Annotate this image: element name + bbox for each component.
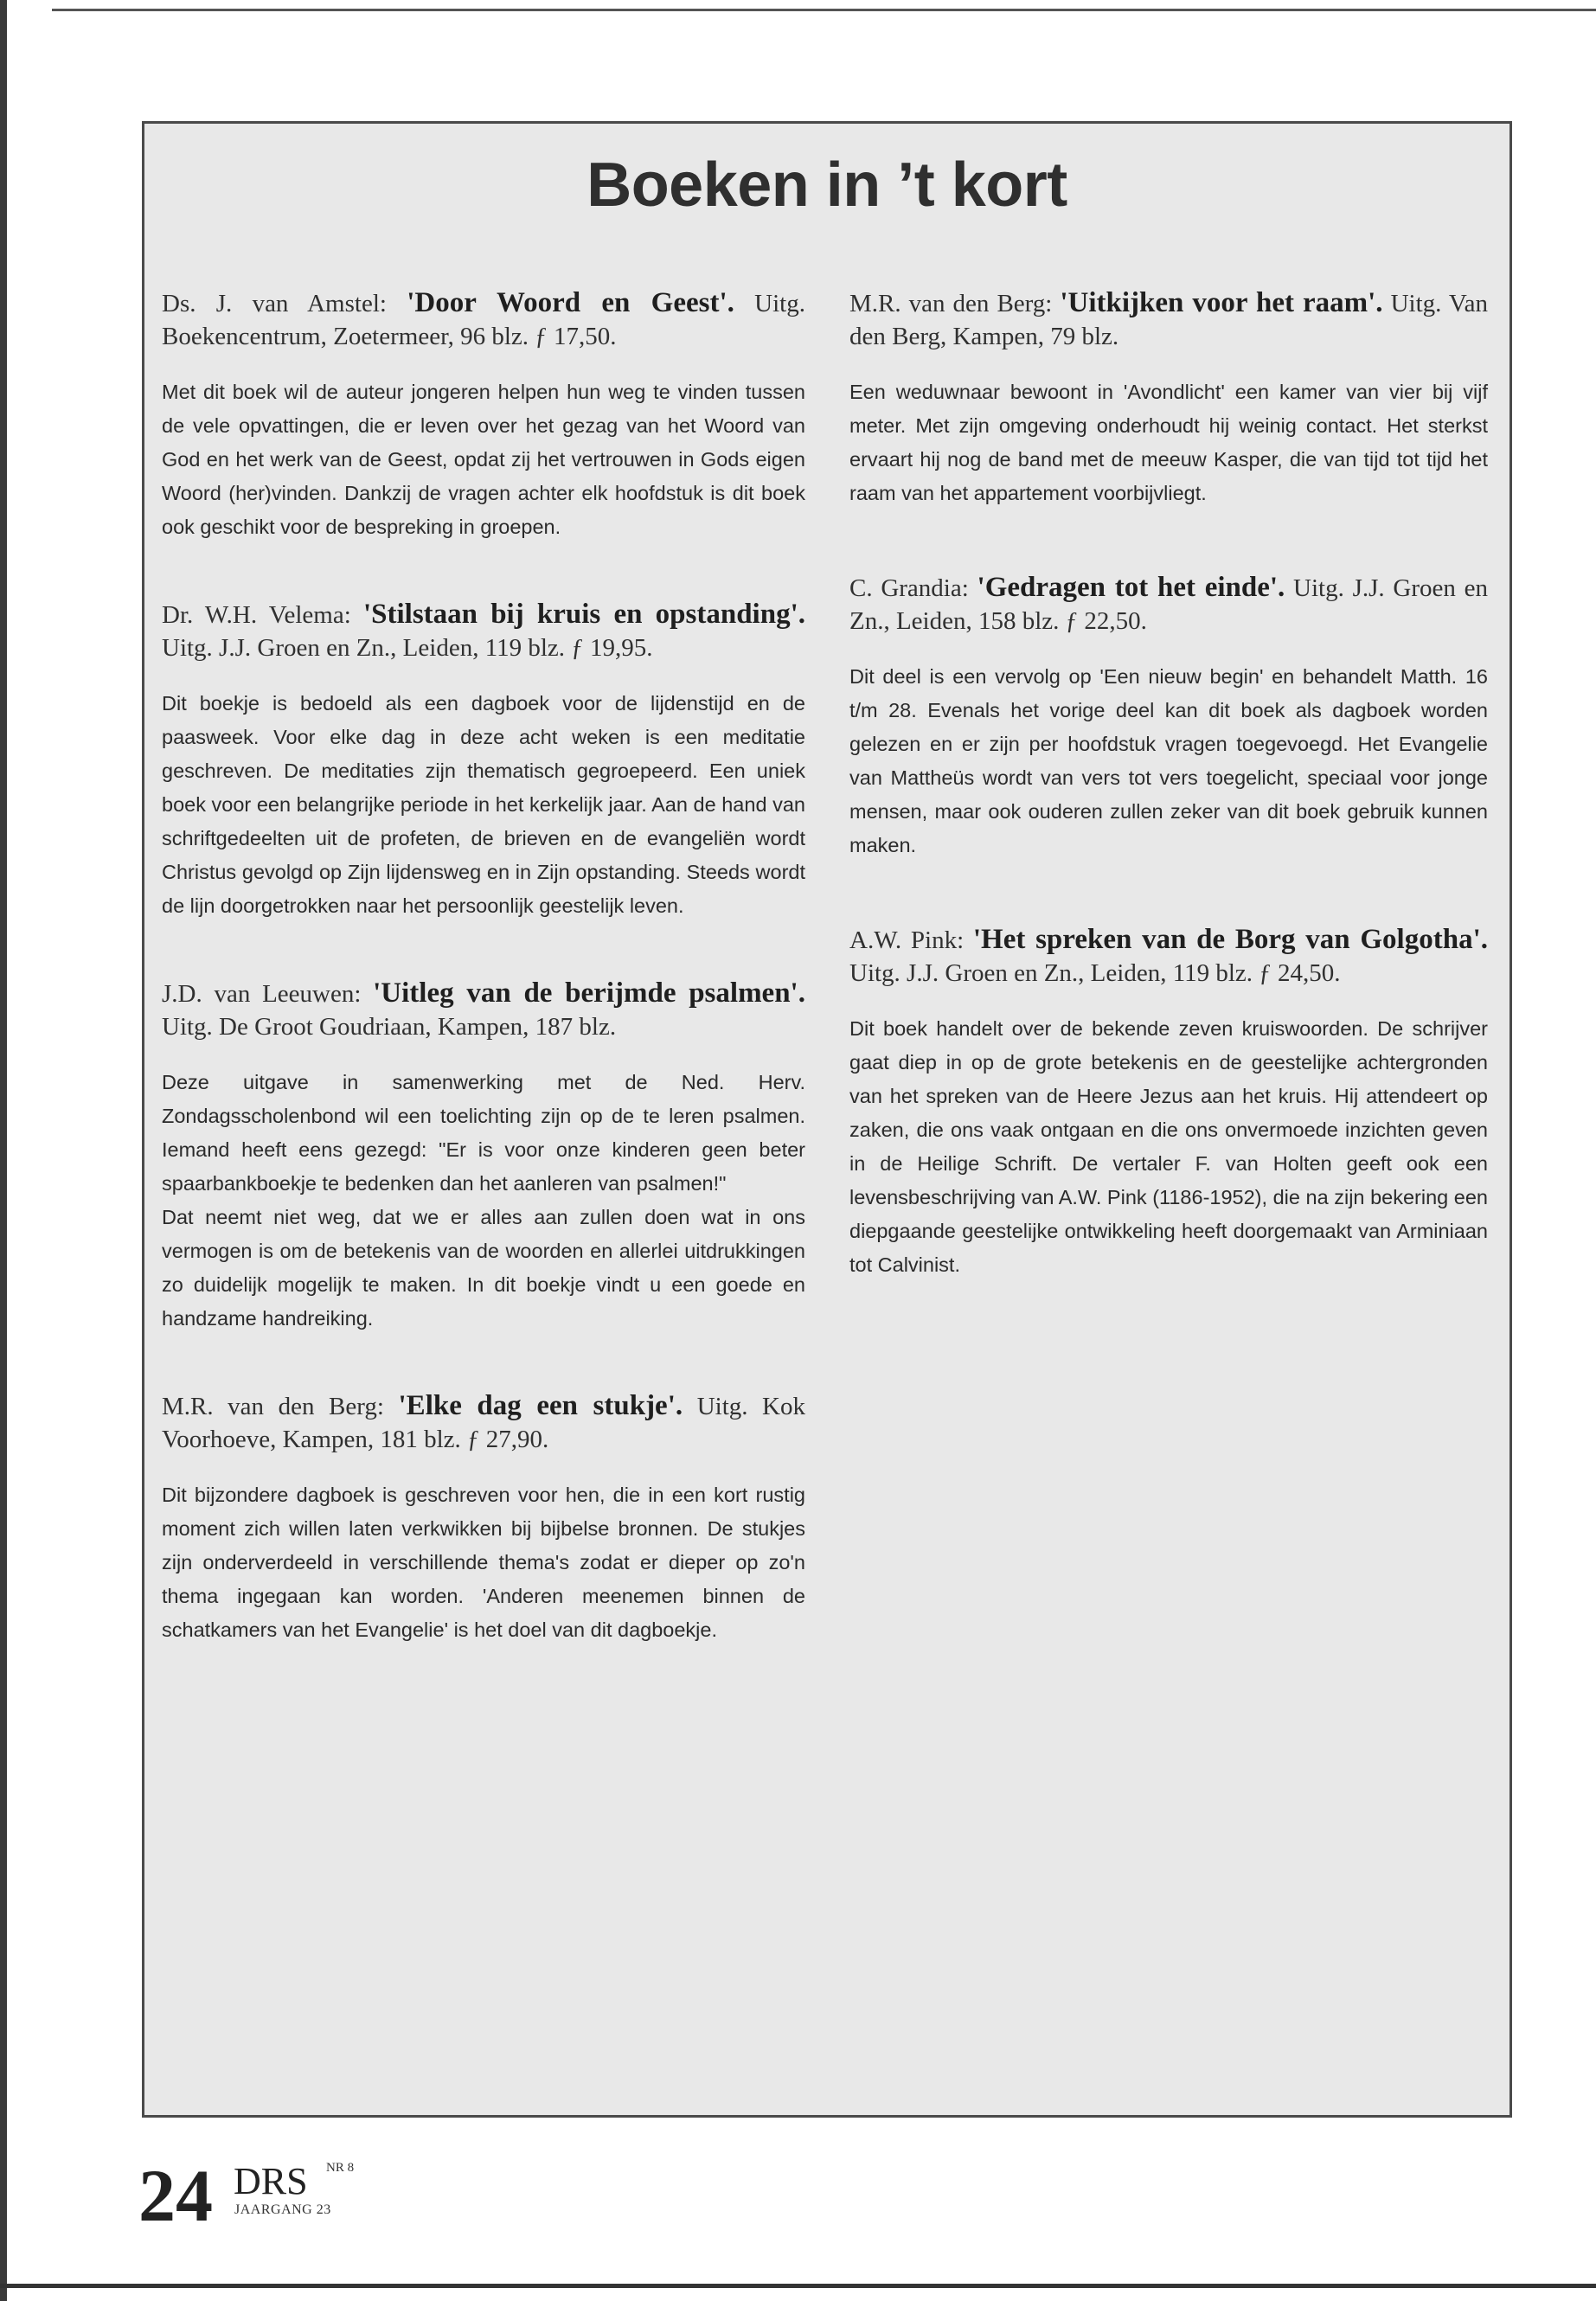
review-entry (849, 286, 1488, 510)
review-publisher: Uitg. Van den Berg, Kampen, 79 blz. (849, 290, 1488, 350)
review-author: C. Grandia: (849, 574, 977, 602)
page-edge-left (0, 0, 7, 2301)
review-entry (849, 923, 1488, 1282)
review-heading (849, 923, 1488, 990)
review-book-title: 'Uitleg van de berijmde psalmen'. (373, 977, 805, 1009)
left-column (162, 286, 805, 1647)
review-text: Dit deel is een vervolg op 'Een nieuw begin' en behandelt Matth. 16 t/m 28. Evenals het vorige deel kan dit boek als dagboek worden gelezen en er zijn per hoofdstuk vragen toegevoegd. Het Evangelie van Mattheüs wordt van vers tot vers toegelicht, speciaal voor jonge mensen, maar ook ouderen zullen zeker van dit boek gebruik kunnen maken. (849, 665, 1488, 856)
review-heading (162, 977, 805, 1043)
right-column (849, 286, 1488, 1282)
book-reviews-panel (142, 121, 1512, 2118)
page-edge-top (52, 9, 1596, 11)
review-text: Een weduwnaar bewoont in 'Avondlicht' een kamer van vier bij vijf meter. Met zijn omgeving onderhoudt hij weinig contact. Het sterkst ervaart hij nog de band met de meeuw Kasper, die van tijd tot tijd het raam van het appartement voorbijvliegt. (849, 381, 1488, 504)
review-book-title: 'Het spreken van de Borg van Golgotha'. (972, 924, 1488, 955)
review-heading (162, 1389, 805, 1456)
review-author: A.W. Pink: (849, 926, 973, 954)
review-text-continued: Dat neemt niet weg, dat we er alles aan zullen doen wat in ons vermogen is om de betekenis van de woorden en allerlei uitdrukkingen zo duidelijk mogelijk te maken. In dit boekje vindt u een goede en handzame handreiking. (162, 1206, 805, 1330)
page-number: 24 (138, 2154, 213, 2237)
review-entry (162, 977, 805, 1336)
review-author: M.R. van den Berg: (849, 290, 1061, 317)
review-heading (162, 286, 805, 353)
review-publisher: Uitg. De Groot Goudriaan, Kampen, 187 blz. (162, 1013, 617, 1041)
review-heading (849, 286, 1488, 353)
review-author: Ds. J. van Amstel: (162, 290, 407, 317)
review-text: Deze uitgave in samenwerking met de Ned. Herv. Zondagsscholenbond wil een toelichting zijn op de te leren psalmen. Iemand heeft eens gezegd: "Er is voor onze kinderen geen beter spaarbankboekje te bedenken dan het aanleren van psalmen!" (162, 1071, 805, 1195)
page-title: Boeken in ’t kort (586, 151, 1067, 220)
review-publisher: Uitg. Boekencentrum, Zoetermeer, 96 blz. ƒ 17,50. (162, 290, 805, 350)
review-heading (162, 598, 805, 664)
volume-label: JAARGANG 23 (234, 2202, 331, 2217)
review-book-title: 'Door Woord en Geest'. (407, 287, 734, 318)
review-publisher: Uitg. J.J. Groen en Zn., Leiden, 119 blz. ƒ 24,50. (849, 959, 1341, 987)
review-book-title: 'Elke dag een stukje'. (398, 1390, 683, 1421)
review-publisher: Uitg. J.J. Groen en Zn., Leiden, 158 blz. ƒ 22,50. (849, 574, 1488, 635)
review-entry (162, 286, 805, 544)
review-book-title: 'Gedragen tot het einde'. (977, 572, 1285, 603)
review-author: J.D. van Leeuwen: (162, 980, 374, 1008)
review-entry (849, 571, 1488, 862)
review-text: Met dit boek wil de auteur jongeren helpen hun weg te vinden tussen de vele opvattingen, die er leven over het gezag van het Woord van God en het werk van de Geest, opdat zij het vertrouwen in Gods eigen Woord (her)vinden. Dankzij de vragen achter elk hoofdstuk is dit boek ook geschikt voor de bespreking in groepen. (162, 381, 805, 538)
review-entry (162, 598, 805, 923)
review-publisher: Uitg. Kok Voorhoeve, Kampen, 181 blz. ƒ 27,90. (162, 1393, 806, 1453)
review-publisher: Uitg. J.J. Groen en Zn., Leiden, 119 blz. ƒ 19,95. (162, 634, 653, 662)
review-author: Dr. W.H. Velema: (162, 601, 363, 629)
review-heading (849, 571, 1488, 638)
review-text: Dit boek handelt over de bekende zeven kruiswoorden. De schrijver gaat diep in op de grote betekenis en de geestelijke achtergronden van het spreken van de Heere Jezus aan het kruis. Hij attendeert op zaken, die ons vaak ontgaan en die ons onvermoede inzichten geven in de Heilige Schrift. De vertaler F. van Holten geeft ook een levensbeschrijving van A.W. Pink (1186-1952), die na zijn bekering een diepgaande geestelijke ontwikkeling heeft doorgemaakt van Arminiaan tot Calvinist. (849, 1017, 1488, 1276)
page-edge-bottom (0, 2284, 1596, 2288)
review-text: Dit bijzondere dagboek is geschreven voor hen, die in een kort rustig moment zich willen laten verkwikken bij bijbelse bronnen. De stukjes zijn onderverdeeld in verschillende thema's zodat er dieper op zo'n thema ingegaan kan worden. 'Anderen meenemen binnen de schatkamers van het Evangelie' is het doel van dit dagboekje. (162, 1484, 805, 1641)
review-book-title: 'Stilstaan bij kruis en opstanding'. (362, 599, 805, 630)
review-author: M.R. van den Berg: (162, 1393, 399, 1420)
magazine-name: DRS (234, 2160, 308, 2202)
review-text: Dit boekje is bedoeld als een dagboek voor de lijdenstijd en de paasweek. Voor elke dag in deze acht weken is een meditatie geschreven. De meditaties zijn thematisch gegroepeerd. Een uniek boek voor een belangrijke periode in het kerkelijk jaar. Aan de hand van schriftgedeelten uit de profeten, de brieven en de evangeliën wordt Christus gevolgd op Zijn lijdensweg en in Zijn opstanding. Steeds wordt de lijn doorgetrokken naar het persoonlijk geestelijk leven. (162, 692, 805, 917)
review-book-title: 'Uitkijken voor het raam'. (1060, 287, 1383, 318)
issue-number: NR 8 (326, 2161, 355, 2175)
review-entry (162, 1389, 805, 1647)
